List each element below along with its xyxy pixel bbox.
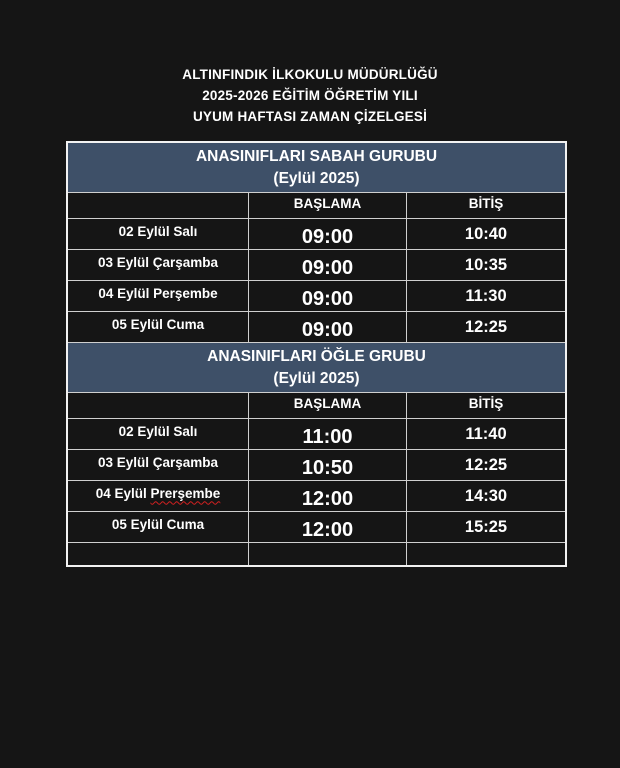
table-row [68,419,565,450]
empty-cell [249,543,407,565]
day-column-header [68,393,249,418]
schedule-table [66,141,567,567]
end-time: 14:30 [464,486,508,505]
start-time: 09:00 [301,225,354,248]
start-time: 11:00 [302,425,353,448]
morning-section-header [68,143,565,193]
day-cell: 02 Eylül Salı [68,219,249,249]
end-time: 12:25 [464,317,508,336]
day-column-header [68,193,249,218]
schedule-title: UYUM HAFTASI ZAMAN ÇİZELGESİ [192,109,428,124]
start-column-header: BAŞLAMA [249,193,407,218]
end-time: 10:40 [464,224,508,243]
start-column-header: BAŞLAMA [249,393,407,418]
end-time: 12:25 [464,455,508,474]
noon-title: ANASINIFLARI ÖĞLE GRUBU [207,348,426,365]
empty-cell [407,543,565,565]
empty-row [68,543,565,565]
day-cell: 02 Eylül Salı [68,419,249,449]
day-cell: 04 Eylül Perşembe [68,281,249,311]
empty-cell [68,543,249,565]
day-cell: 03 Eylül Çarşamba [68,250,249,280]
table-row [68,481,565,512]
noon-section-header [68,343,565,393]
end-time: 11:40 [465,424,507,443]
start-time: 10:50 [301,456,354,479]
table-row [68,312,565,343]
day-cell: 04 Eylül Prerşembe [95,485,221,501]
noon-column-header [68,393,565,419]
noon-subtitle: (Eylül 2025) [273,370,360,387]
document-header [0,64,620,127]
start-time: 12:00 [301,487,354,510]
academic-year: 2025-2026 EĞİTİM ÖĞRETİM YILI [202,88,418,103]
end-column-header: BİTİŞ [468,196,504,211]
morning-subtitle: (Eylül 2025) [273,170,360,187]
start-time: 09:00 [301,256,354,279]
table-row [68,512,565,543]
morning-title: ANASINIFLARI SABAH GURUBU [195,148,438,165]
table-row [68,250,565,281]
school-name: ALTINFINDIK İLKOKULU MÜDÜRLÜĞÜ [182,67,438,82]
table-row [68,450,565,481]
start-time: 12:00 [301,518,354,541]
day-cell: 05 Eylül Cuma [68,512,249,542]
end-time: 15:25 [464,517,508,536]
morning-column-header [68,193,565,219]
end-column-header: BİTİŞ [468,396,504,411]
end-time: 11:30 [465,286,507,305]
start-time: 09:00 [301,287,354,310]
day-cell: 03 Eylül Çarşamba [68,450,249,480]
table-row [68,281,565,312]
table-row [68,219,565,250]
start-time: 09:00 [301,318,354,341]
end-time: 10:35 [464,255,508,274]
day-cell: 05 Eylül Cuma [68,312,249,342]
